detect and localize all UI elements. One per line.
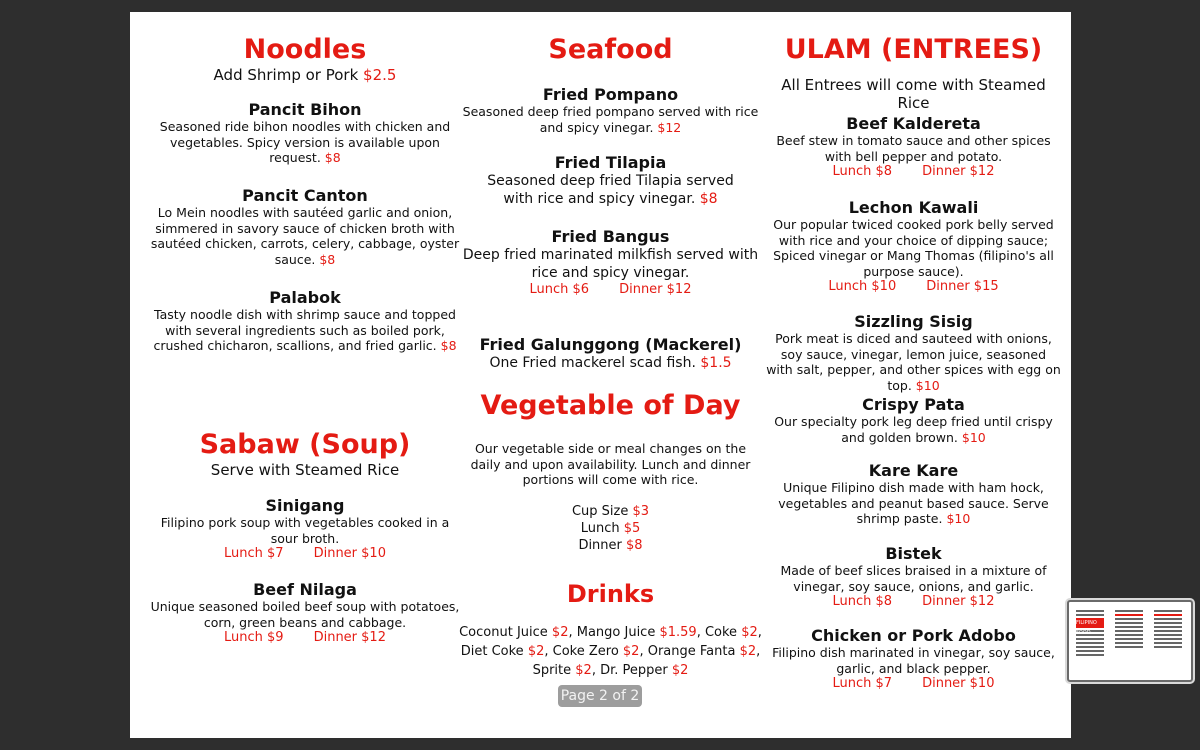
menu-item [150, 580, 460, 646]
ulam-heading: ULAM (ENTREES) [784, 34, 1043, 65]
item-desc: Our popular twiced cooked pork belly served with rice and your choice of dipping sauce; Spiced vinegar or Mang Thomas (filipino's all purpose sauce). [773, 217, 1054, 279]
item-prices: Lunch $8 Dinner $12 [832, 594, 995, 609]
item-name: Fried Bangus [551, 227, 670, 246]
item-desc: Filipino dish marinated in vinegar, soy sauce, garlic, and black pepper. [772, 645, 1055, 676]
noodles-heading: Noodles [243, 34, 367, 65]
item-name: Kare Kare [868, 461, 959, 480]
item-name: Fried Pompano [542, 85, 679, 104]
item-prices: Lunch $8 Dinner $12 [832, 164, 995, 179]
item-name: Sinigang [265, 496, 345, 515]
item-prices: Lunch $7 Dinner $10 [832, 676, 995, 691]
menu-item [458, 335, 763, 372]
thumbnail-logo: FILIPINO FOOD [1076, 618, 1104, 628]
item-desc: Unique seasoned boiled beef soup with potatoes, corn, green beans and cabbage. [150, 599, 460, 630]
item-desc: Seasoned deep fried Tilapia served with rice and spicy vinegar. $8 [487, 173, 734, 207]
item-desc: Beef stew in tomato sauce and other spices with bell pepper and potato. [776, 133, 1051, 164]
menu-item [458, 85, 763, 135]
menu-item [766, 395, 1061, 445]
menu-item [458, 227, 763, 298]
menu-item [150, 288, 460, 354]
item-desc: Tasty noodle dish with shrimp sauce and topped with several ingredients such as boiled pork, crushed chicharon, scallions, and fried garlic. $8 [153, 307, 457, 353]
thumbnail-column [1073, 608, 1107, 670]
menu-item [766, 461, 1061, 527]
drinks-line: Sprite $2, Dr. Pepper $2 [532, 663, 689, 678]
item-desc: Our specialty pork leg deep fried until crispy and golden brown. $10 [774, 414, 1053, 445]
item-name: Beef Kaldereta [846, 114, 981, 133]
vegetable-desc: Our vegetable side or meal changes on the daily and upon availability. Lunch and dinner portions will come with rice. [470, 441, 751, 487]
drinks-heading: Drinks [566, 580, 655, 608]
item-name: Fried Tilapia [554, 153, 667, 172]
drinks-line: Coconut Juice $2, Mango Juice $1.59, Coke $2, [459, 625, 762, 640]
drinks-line: Diet Coke $2, Coke Zero $2, Orange Fanta $2, [460, 644, 761, 659]
soup-heading: Sabaw (Soup) [199, 429, 411, 460]
item-name: Sizzling Sisig [854, 312, 973, 331]
menu-page [130, 12, 1071, 738]
item-name: Lechon Kawali [848, 198, 979, 217]
menu-item [766, 544, 1061, 610]
item-desc: Unique Filipino dish made with ham hock, vegetables and peanut based sauce. Serve shrimp paste. $10 [778, 480, 1049, 526]
item-prices: Lunch $9 Dinner $12 [224, 630, 386, 645]
vegetable-sizes [458, 503, 763, 554]
item-prices: Lunch $7 Dinner $10 [224, 546, 386, 561]
item-name: Pancit Bihon [248, 100, 362, 119]
menu-item [458, 153, 763, 208]
menu-item [150, 100, 460, 166]
item-desc: Filipino pork soup with vegetables cooked in a sour broth. [160, 515, 450, 546]
size-option: Cup Size $3 [571, 504, 650, 519]
page-indicator: Page 2 of 2 [558, 685, 642, 707]
item-desc: Made of beef slices braised in a mixture of vinegar, soy sauce, onions, and garlic. [780, 563, 1047, 594]
page-thumbnail[interactable] [1067, 600, 1193, 682]
menu-item [766, 114, 1061, 180]
noodles-subtitle: Add Shrimp or Pork $2.5 [213, 66, 397, 84]
item-prices: Lunch $6 Dinner $12 [529, 282, 692, 297]
item-desc: Seasoned deep fried pompano served with rice and spicy vinegar. $12 [462, 104, 759, 135]
vegetable-heading: Vegetable of Day [480, 390, 741, 421]
item-name: Pancit Canton [242, 186, 368, 205]
thumbnail-column [1151, 608, 1185, 670]
menu-item [766, 198, 1061, 295]
item-name: Beef Nilaga [253, 580, 357, 599]
item-name: Chicken or Pork Adobo [811, 626, 1016, 645]
thumbnail-column [1112, 608, 1146, 670]
size-option: Lunch $5 [580, 521, 641, 536]
item-name: Fried Galunggong (Mackerel) [479, 335, 742, 354]
soup-subtitle: Serve with Steamed Rice [210, 461, 400, 479]
menu-item [150, 186, 460, 267]
item-desc: Pork meat is diced and sauteed with onions, soy sauce, vinegar, lemon juice, seasoned with salt, pepper, and other spices with egg on top. $10 [766, 331, 1061, 393]
item-desc: Lo Mein noodles with sautéed garlic and onion, simmered in savory sauce of chicken broth with sautéed chicken, carrots, celery, cabbage, oyster sauce. $8 [150, 205, 460, 267]
menu-item [150, 496, 460, 562]
item-desc: Deep fried marinated milkfish served with rice and spicy vinegar. [462, 247, 759, 281]
menu-item [766, 626, 1061, 692]
menu-item [766, 312, 1061, 393]
item-prices: Lunch $10 Dinner $15 [828, 279, 999, 294]
item-desc: One Fried mackerel scad fish. $1.5 [489, 355, 732, 371]
item-desc: Seasoned ride bihon noodles with chicken and vegetables. Spicy version is available upon request. $8 [159, 119, 451, 165]
size-option: Dinner $8 [578, 538, 643, 553]
item-name: Bistek [885, 544, 942, 563]
item-name: Crispy Pata [862, 395, 965, 414]
ulam-subtitle: All Entrees will come with Steamed Rice [781, 76, 1046, 112]
drinks-list [458, 623, 763, 680]
item-name: Palabok [269, 288, 341, 307]
seafood-heading: Seafood [548, 34, 673, 65]
